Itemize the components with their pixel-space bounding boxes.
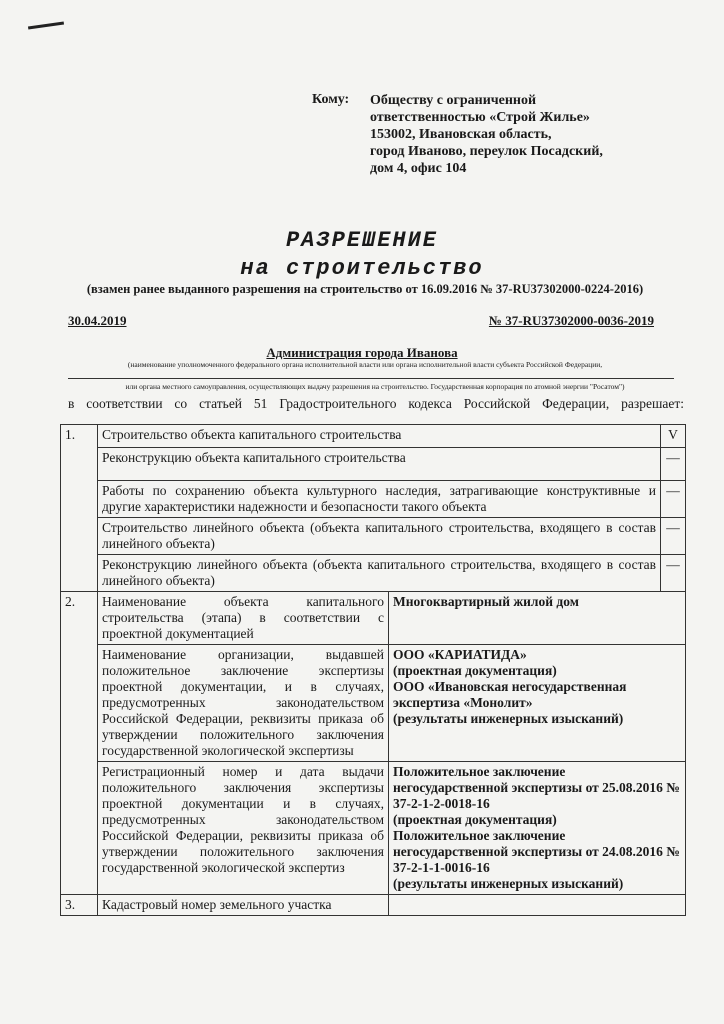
permit-table: [60, 424, 686, 916]
section-number: 1.: [61, 425, 98, 592]
issuing-authority: Администрация города Иванова: [266, 345, 458, 360]
table-row: [61, 448, 686, 481]
row-label: Наименование объекта капитального строительства (этапа) в соответствии с проектной документацией: [98, 592, 389, 645]
row-mark: V: [661, 425, 686, 448]
document-subtitle: (взамен ранее выданного разрешения на строительство от 16.09.2016 № 37-RU37302000-0224-2016): [86, 282, 644, 296]
row-text: Работы по сохранению объекта культурного наследия, затрагивающие конструктивные и другие характеристики надежности и безопасности такого объекта: [98, 481, 661, 518]
addressee-block: [312, 92, 612, 177]
row-text: Строительство объекта капитального строительства: [98, 425, 661, 448]
table-row: [61, 425, 686, 448]
table-row: [61, 592, 686, 645]
to-label: Кому:: [312, 92, 350, 107]
row-mark: —: [661, 555, 686, 592]
table-row: [61, 481, 686, 518]
row-value: [389, 895, 686, 916]
row-value: Многоквартирный жилой дом: [389, 592, 686, 645]
document-title-2: на строительство: [240, 256, 484, 281]
table-row: [61, 555, 686, 592]
section-number: 3.: [61, 895, 98, 916]
row-mark: —: [661, 518, 686, 555]
table-row: [61, 895, 686, 916]
divider-line: [68, 378, 674, 379]
row-value: Положительное заключение негосударственной экспертизы от 25.08.2016 № 37-2-1-2-0018-16 (проектная документация) Положительное заключение негосударственной экспертизы от 24.08.2016 № 37-2-1-1-0016-16 (результаты инженерных изысканий): [389, 762, 686, 895]
permit-number: № 37-RU37302000-0036-2019: [488, 313, 654, 328]
permit-date: 30.04.2019: [68, 313, 127, 328]
row-text: Реконструкцию линейного объекта (объекта капитального строительства, входящего в состав линейного объекта): [98, 555, 661, 592]
row-label: Наименование организации, выдавшей положительное заключение экспертизы проектной документации, и в случаях, предусмотренных законодательством Российской Федерации, реквизиты приказа об утверждении положительного заключения государственной экологической экспертизы: [98, 645, 389, 762]
row-text: Строительство линейного объекта (объекта капитального строительства, входящего в состав линейного объекта): [98, 518, 661, 555]
row-text: Реконструкцию объекта капитального строительства: [98, 448, 661, 481]
row-label: Кадастровый номер земельного участка: [98, 895, 389, 916]
row-mark: —: [661, 448, 686, 481]
addressee-text: Обществу с ограниченной ответственностью «Строй Жилье» 153002, Ивановская область, город Иваново, переулок Посадский, дом 4, офис 104: [370, 93, 603, 176]
table-row: [61, 518, 686, 555]
row-mark: —: [661, 481, 686, 518]
pen-mark: [28, 22, 64, 30]
section-number: 2.: [61, 592, 98, 895]
table-row: [61, 762, 686, 895]
authority-note: (наименование уполномоченного федерального органа исполнительной власти или органа исполнительной власти субъекта Российской Федерации,: [127, 360, 603, 369]
table-row: [61, 645, 686, 762]
authority-note-2: или органа местного самоуправления, осуществляющих выдачу разрешения на строительство. Государственная корпорация по атомной энергии "Росатом"): [125, 382, 625, 391]
document-title: РАЗРЕШЕНИЕ: [285, 228, 439, 253]
row-label: Регистрационный номер и дата выдачи положительного заключения экспертизы проектной документации и в случаях, предусмотренных законодательством Российской Федерации, реквизиты приказа об утверждении положительного заключения государственной экологической экспертиз: [98, 762, 389, 895]
intro-text: в соответствии со статьей 51 Градостроительного кодекса Российской Федерации, разрешает:: [68, 396, 684, 411]
row-value: ООО «КАРИАТИДА» (проектная документация) ООО «Ивановская негосударственная экспертиза «Монолит» (результаты инженерных изысканий): [389, 645, 686, 762]
